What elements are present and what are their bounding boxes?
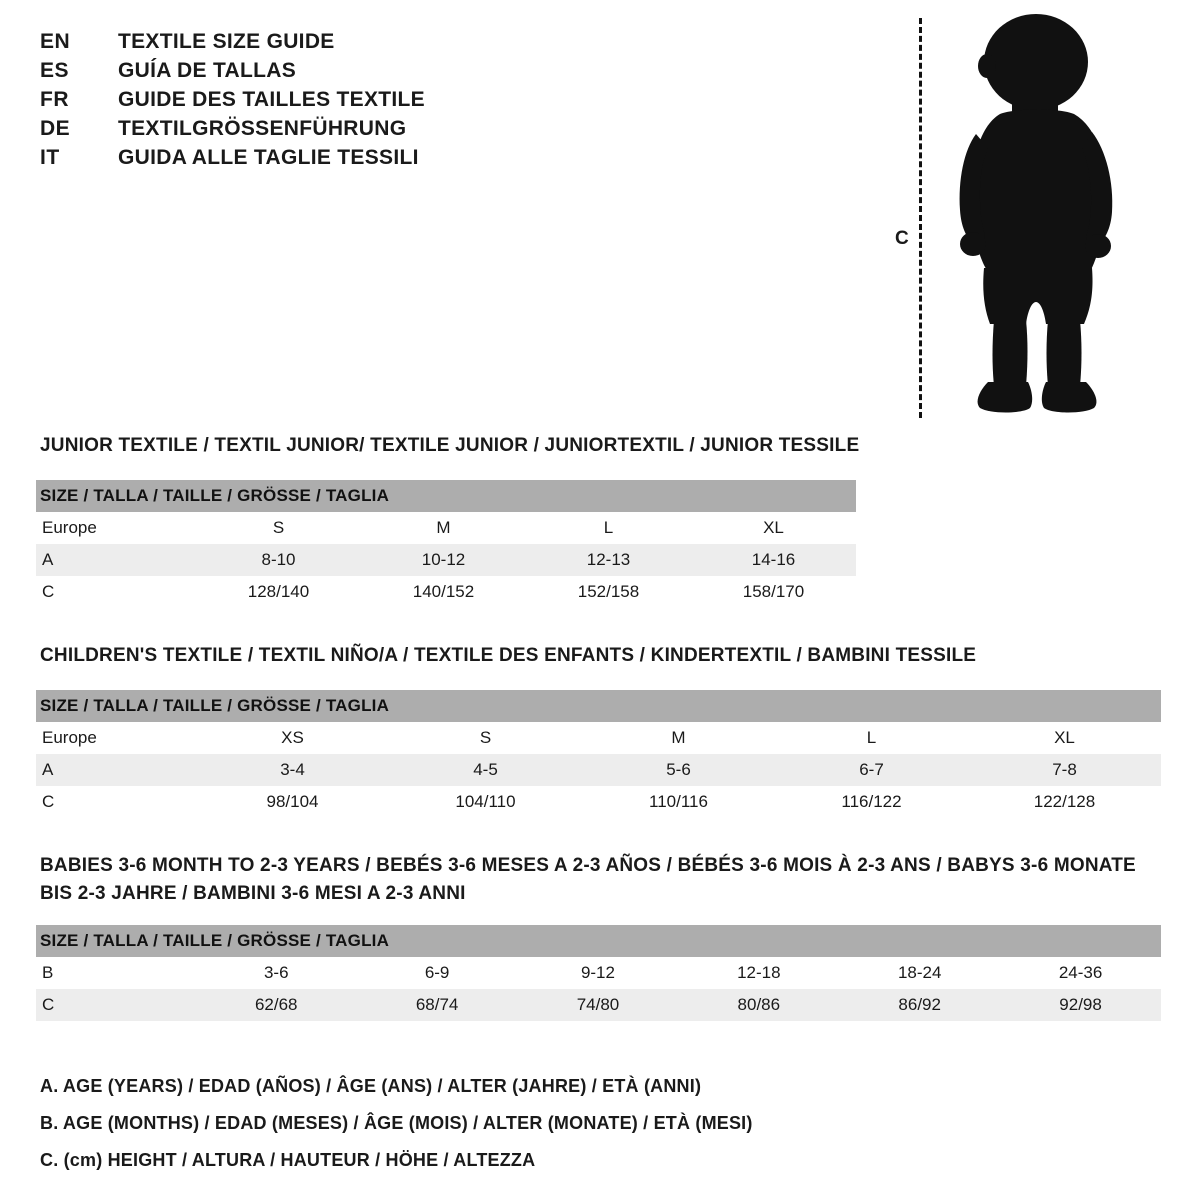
table-row <box>36 512 856 544</box>
footnote-b: B. AGE (MONTHS) / EDAD (MESES) / ÂGE (MOIS) / ALTER (MONATE) / ETÀ (MESI) <box>40 1112 753 1133</box>
table-cell: 104/110 <box>389 786 582 818</box>
table-cell: 158/170 <box>691 576 856 608</box>
footnote-a: A. AGE (YEARS) / EDAD (AÑOS) / ÂGE (ANS) / ALTER (JAHRE) / ETÀ (ANNI) <box>40 1076 702 1096</box>
language-title: GUIDE DES TAILLES TEXTILE <box>118 88 425 111</box>
table-cell: 86/92 <box>839 989 1000 1021</box>
language-code: FR <box>40 88 69 111</box>
height-dashed-line <box>919 18 922 418</box>
section-title-junior: JUNIOR TEXTILE / TEXTIL JUNIOR/ TEXTILE JUNIOR / JUNIORTEXTIL / JUNIOR TESSILE <box>40 435 860 456</box>
table-cell: S <box>196 512 361 544</box>
table-cell: 7-8 <box>968 754 1161 786</box>
table-cell: 3-6 <box>196 957 357 989</box>
row-label: B <box>36 957 196 989</box>
table-row <box>36 989 1161 1021</box>
table-cell: S <box>389 722 582 754</box>
table-cell: M <box>361 512 526 544</box>
table-cell: 110/116 <box>582 786 775 818</box>
language-row <box>40 59 640 83</box>
language-row <box>40 88 640 112</box>
band-label: SIZE / TALLA / TAILLE / GRÖSSE / TAGLIA <box>36 925 1161 957</box>
language-row <box>40 146 640 170</box>
table-cell: 80/86 <box>678 989 839 1021</box>
children-size-table <box>36 690 1161 818</box>
band-label: SIZE / TALLA / TAILLE / GRÖSSE / TAGLIA <box>36 690 1161 722</box>
table-cell: XL <box>968 722 1161 754</box>
table-cell: 128/140 <box>196 576 361 608</box>
footnote-c: C. (cm) HEIGHT / ALTURA / HAUTEUR / HÖHE / ALTEZZA <box>40 1149 536 1170</box>
table-cell: 8-10 <box>196 544 361 576</box>
table-header-band <box>36 480 856 512</box>
table-cell: 92/98 <box>1000 989 1161 1021</box>
table-cell: 12-18 <box>678 957 839 989</box>
table-cell: 10-12 <box>361 544 526 576</box>
table-cell: 62/68 <box>196 989 357 1021</box>
table-row <box>36 754 1161 786</box>
table-cell: 5-6 <box>582 754 775 786</box>
language-row <box>40 30 640 54</box>
table-cell: M <box>582 722 775 754</box>
row-label: Europe <box>36 512 196 544</box>
table-cell: 18-24 <box>839 957 1000 989</box>
babies-size-table <box>36 925 1161 1021</box>
language-code: DE <box>40 117 71 140</box>
table-cell: 6-7 <box>775 754 968 786</box>
table-cell: 140/152 <box>361 576 526 608</box>
table-cell: 74/80 <box>518 989 679 1021</box>
child-silhouette-icon <box>940 10 1130 425</box>
table-cell: 152/158 <box>526 576 691 608</box>
language-row <box>40 117 640 141</box>
table-cell: 116/122 <box>775 786 968 818</box>
table-cell: 3-4 <box>196 754 389 786</box>
table-header-band <box>36 925 1161 957</box>
language-code: IT <box>40 146 60 169</box>
language-code: EN <box>40 30 71 53</box>
row-label: C <box>36 576 196 608</box>
footnotes-block <box>40 1068 753 1179</box>
table-cell: L <box>526 512 691 544</box>
language-title-block <box>40 30 640 175</box>
language-title: TEXTILE SIZE GUIDE <box>118 30 335 53</box>
table-row <box>36 957 1161 989</box>
table-cell: 68/74 <box>357 989 518 1021</box>
table-cell: 6-9 <box>357 957 518 989</box>
section-title-children: CHILDREN'S TEXTILE / TEXTIL NIÑO/A / TEXTILE DES ENFANTS / KINDERTEXTIL / BAMBINI TESSILE <box>40 645 977 666</box>
table-cell: 98/104 <box>196 786 389 818</box>
height-figure <box>895 10 1145 425</box>
language-code: ES <box>40 59 70 82</box>
table-cell: 9-12 <box>518 957 679 989</box>
table-cell: XS <box>196 722 389 754</box>
row-label: A <box>36 754 196 786</box>
row-label: C <box>36 989 196 1021</box>
band-label: SIZE / TALLA / TAILLE / GRÖSSE / TAGLIA <box>36 480 856 512</box>
language-title: GUÍA DE TALLAS <box>118 59 297 82</box>
table-row <box>36 576 856 608</box>
table-cell: XL <box>691 512 856 544</box>
table-row <box>36 722 1161 754</box>
table-header-band <box>36 690 1161 722</box>
junior-size-table <box>36 480 856 608</box>
table-row <box>36 786 1161 818</box>
row-label: Europe <box>36 722 196 754</box>
language-title: TEXTILGRÖSSENFÜHRUNG <box>118 117 407 140</box>
table-cell: 122/128 <box>968 786 1161 818</box>
section-title-babies: BABIES 3-6 MONTH TO 2-3 YEARS / BEBÉS 3-6 MESES A 2-3 AÑOS / BÉBÉS 3-6 MOIS À 2-3 ANS / BABYS 3-6 MONATE BIS 2-3 JAHRE / BAMBINI 3-6 MESI A 2-3 ANNI <box>40 855 1136 904</box>
row-label: A <box>36 544 196 576</box>
table-cell: 4-5 <box>389 754 582 786</box>
height-measure-label: C <box>895 228 909 249</box>
table-cell: L <box>775 722 968 754</box>
table-cell: 24-36 <box>1000 957 1161 989</box>
table-row <box>36 544 856 576</box>
language-title: GUIDA ALLE TAGLIE TESSILI <box>118 146 419 169</box>
table-cell: 12-13 <box>526 544 691 576</box>
table-cell: 14-16 <box>691 544 856 576</box>
row-label: C <box>36 786 196 818</box>
